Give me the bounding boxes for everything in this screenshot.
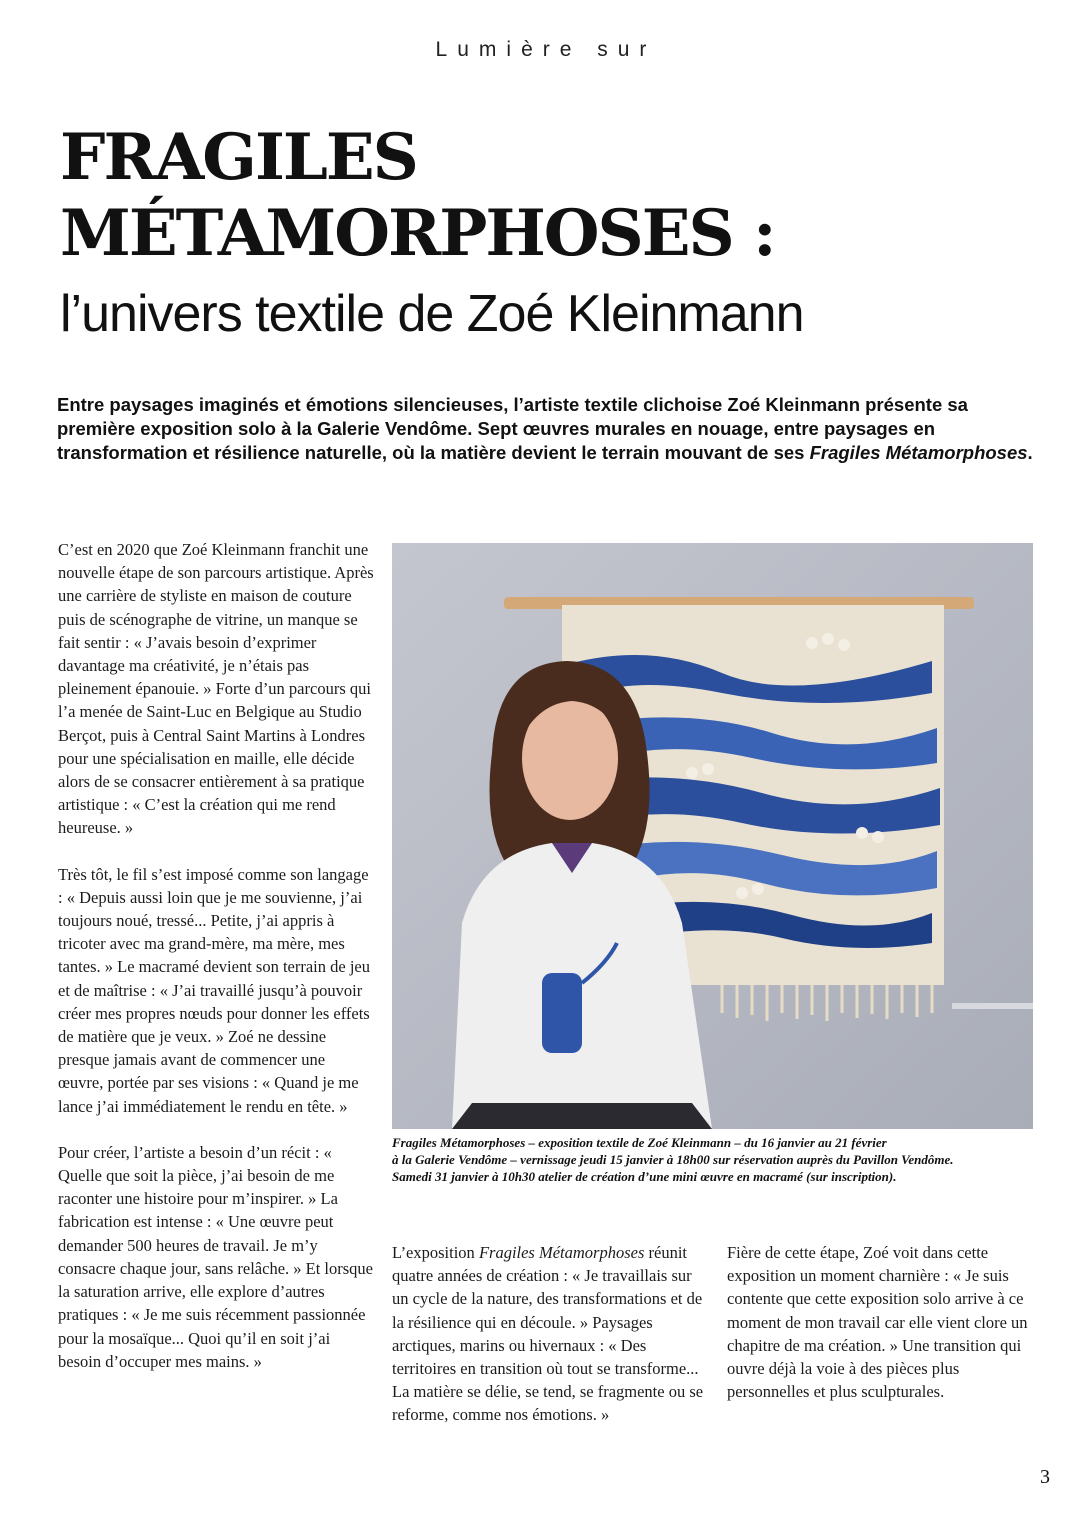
title-line-1: FRAGILES — [60, 120, 417, 195]
body-paragraph — [392, 1241, 704, 1427]
title-line-2: MÉTAMORPHOSES : — [60, 196, 775, 271]
article-subtitle: l’univers textile de Zoé Kleinmann — [60, 285, 804, 343]
article-title — [60, 120, 1060, 272]
lead-end: . — [1027, 442, 1033, 463]
body-paragraph: Très tôt, le fil s’est imposé comme son langage : « Depuis aussi loin que je me souvienne, j’ai toujours noué, tressé... Petite, j’ai appris à tricoter avec ma grand-mère, ma mère, mes tantes. » Le macramé devient son terrain de jeu et de maîtrise : « J’ai travaillé jusqu’à pouvoir créer mes propres nœuds pour donner les effets de matière que je veux. » Zoé ne dessine presque jamais avant de commencer une œuvre, portée par ses visions : « Quand je me lance j’ai immédiatement le rendu en tête. » — [58, 864, 370, 1116]
body-paragraph: Fière de cette étape, Zoé voit dans cette exposition un moment charnière : « Je suis contente que cette exposition solo arrive à ce moment de mon travail car elle vient clore un chapitre de ma création. » Une transition qui ouvre déjà la voie à des pièces plus personnelles et plus sculpturales. — [727, 1243, 1028, 1402]
lead-text: Entre paysages imaginés et émotions silencieuses, l’artiste textile clichoise Zoé Kleinmann présente sa première exposition solo à la Galerie Vendôme. Sept œuvres murales en nouage, entre paysages en transformation et résilience naturelle, où la matière devient le terrain mouvant de ses — [57, 394, 968, 463]
page-number: 3 — [1040, 1466, 1050, 1488]
photo-caption — [392, 1134, 1042, 1185]
body-column-2 — [392, 1241, 704, 1450]
lead-paragraph — [57, 393, 1047, 465]
lead-italic: Fragiles Métamorphoses — [809, 442, 1028, 463]
artist-with-tapestry-illustration — [392, 543, 1033, 1129]
body-paragraph: C’est en 2020 que Zoé Kleinmann franchit une nouvelle étape de son parcours artistique. Après une carrière de styliste en maison de couture puis de scénographe de vitrine, un manque se fait sentir : « J’avais besoin d’exprimer davantage ma créativité, je n’étais pas pleinement épanouie. » Forte d’un parcours qui l’a menée de Saint-Luc en Belgique au Studio Berçot, puis à Central Saint Martins à Londres pour une spécialisation en maille, elle décide alors de se consacrer entièrement à sa pratique artistique : « C’est la création qui me rend heureuse. » — [58, 540, 374, 838]
caption-line-2: à la Galerie Vendôme – vernissage jeudi 15 janvier à 18h00 sur réservation auprès du Pavillon Vendôme. — [392, 1152, 954, 1167]
column2-italic: Fragiles Métamorphoses — [478, 1243, 645, 1262]
section-kicker: Lumière sur — [435, 38, 657, 61]
column2-text: réunit quatre années de création : « Je travaillais sur un cycle de la nature, des transformations et de la résilience qui en découle. » Paysages arctiques, marins ou hivernaux : « Des territoires en transition où tout se transforme... La matière se délie, se tend, se fragmente ou se reforme, comme nos émotions. » — [392, 1243, 704, 1425]
caption-line-1: – exposition textile de Zoé Kleinmann – du 16 janvier au 21 février — [525, 1135, 887, 1150]
body-column-1 — [58, 538, 374, 1396]
caption-line-3: Samedi 31 janvier à 10h30 atelier de création d’une mini œuvre en macramé (sur inscription). — [392, 1169, 897, 1184]
body-paragraph: Pour créer, l’artiste a besoin d’un récit : « Quelle que soit la pièce, j’ai besoin de me raconter une histoire pour m’inspirer. » La fabrication est intense : « Une œuvre peut demander 500 heures de travail. Je m’y consacre chaque jour, sans relâche. » Et lorsque la saturation arrive, elle explore d’autres pratiques : « Je me suis récemment passionnée pour la mosaïque... Quoi qu’il en soit j’ai besoin d’occuper mes mains. » — [58, 1142, 373, 1371]
artist-photo — [392, 543, 1033, 1129]
body-column-3 — [727, 1241, 1043, 1426]
column2-intro: L’exposition — [392, 1243, 479, 1262]
caption-title: Fragiles Métamorphoses — [392, 1135, 526, 1150]
